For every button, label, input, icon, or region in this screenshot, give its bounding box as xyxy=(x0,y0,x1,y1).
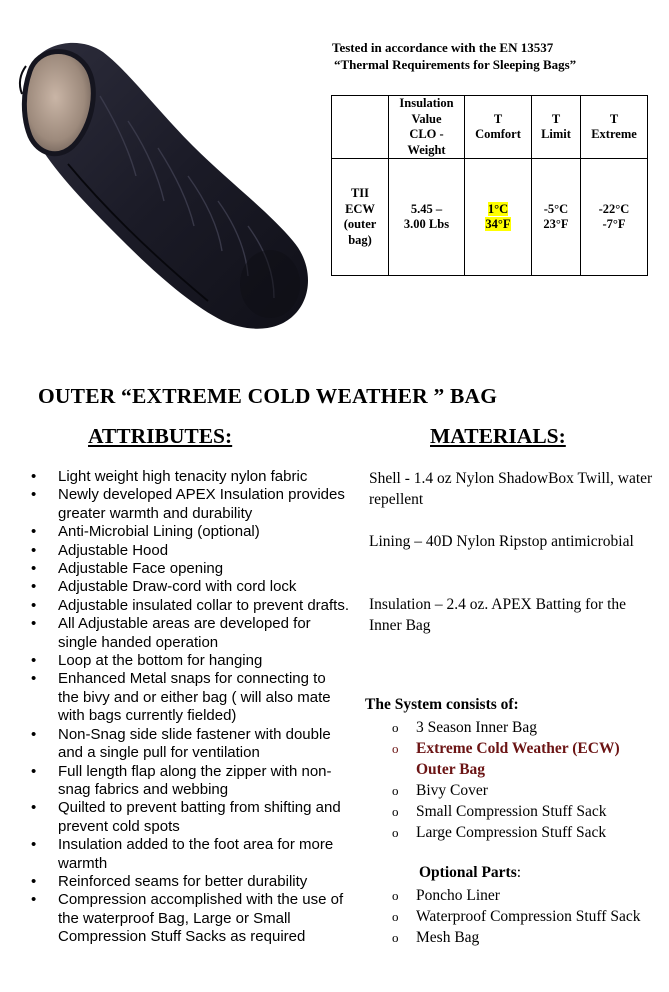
list-item-highlighted: o Extreme Cold Weather (ECW) Outer Bag xyxy=(390,738,660,780)
limit-value-cell: -5°C 23°F xyxy=(532,159,581,276)
list-item: • Loop at the bottom for hanging xyxy=(30,652,350,670)
material-shell: Shell - 1.4 oz Nylon ShadowBox Twill, water repellent xyxy=(369,470,653,508)
material-insulation: Insulation – 2.4 oz. APEX Batting for the Inner Bag xyxy=(369,596,627,634)
test-standard-title: “Thermal Requirements for Sleeping Bags” xyxy=(334,57,577,72)
page-title: OUTER “EXTREME COLD WEATHER ” BAG xyxy=(38,384,498,408)
list-item: o Bivy Cover xyxy=(390,780,660,801)
list-item: o Small Compression Stuff Sack xyxy=(390,801,660,822)
material-lining: Lining – 40D Nylon Ripstop antimicrobial xyxy=(369,533,634,550)
list-item: • Non-Snag side slide fastener with double and a single pull for ventilation xyxy=(30,726,350,763)
attributes-list xyxy=(30,468,350,947)
header-t-extreme: T Extreme xyxy=(581,96,648,159)
materials-heading: MATERIALS: xyxy=(430,424,566,448)
list-item: o 3 Season Inner Bag xyxy=(390,717,660,738)
list-item: • Compression accomplished with the use of the waterproof Bag, Large or Small Compression Stuff Sacks as required xyxy=(30,891,350,946)
list-item: o Poncho Liner xyxy=(390,885,660,906)
attributes-heading: ATTRIBUTES: xyxy=(88,424,233,448)
table-header-row xyxy=(332,96,648,159)
list-item: • Adjustable insulated collar to prevent drafts. xyxy=(30,597,350,615)
list-item: • Adjustable Draw-cord with cord lock xyxy=(30,578,350,596)
temperature-rating-table xyxy=(331,95,648,276)
table-row xyxy=(332,159,648,276)
system-list xyxy=(390,717,660,843)
list-item: • Insulation added to the foot area for more warmth xyxy=(30,836,350,873)
table-corner-cell xyxy=(332,96,389,159)
list-item: o Large Compression Stuff Sack xyxy=(390,822,660,843)
list-item: • All Adjustable areas are developed for single handed operation xyxy=(30,615,350,652)
header-t-comfort: T Comfort xyxy=(465,96,532,159)
list-item: • Enhanced Metal snaps for connecting to the bivy and or either bag ( will also mate with bags currently fielded) xyxy=(30,670,350,725)
optional-parts-list xyxy=(390,885,660,948)
list-item: o Waterproof Compression Stuff Sack xyxy=(390,906,660,927)
test-standard-line: Tested in accordance with the EN 13537 xyxy=(332,40,554,55)
system-heading: The System consists of: xyxy=(365,696,519,713)
list-item: • Adjustable Hood xyxy=(30,542,350,560)
list-item: • Light weight high tenacity nylon fabric xyxy=(30,468,350,486)
header-insulation: Insulation Value CLO - Weight xyxy=(389,96,465,159)
optional-parts-heading: Optional Parts: xyxy=(419,864,522,881)
list-item: o Mesh Bag xyxy=(390,927,660,948)
comfort-value-cell xyxy=(465,159,532,276)
list-item: • Anti-Microbial Lining (optional) xyxy=(30,523,350,541)
sleeping-bag-image xyxy=(8,36,324,332)
list-item: • Adjustable Face opening xyxy=(30,560,350,578)
list-item: • Newly developed APEX Insulation provides greater warmth and durability xyxy=(30,486,350,523)
header-t-limit: T Limit xyxy=(532,96,581,159)
list-item: • Reinforced seams for better durability xyxy=(30,873,350,891)
list-item: • Quilted to prevent batting from shifting and prevent cold spots xyxy=(30,799,350,836)
comfort-celsius: 1°C xyxy=(487,201,509,216)
row-name-cell: TII ECW (outer bag) xyxy=(332,159,389,276)
comfort-fahrenheit: 34°F xyxy=(485,217,511,231)
insulation-value-cell: 5.45 – 3.00 Lbs xyxy=(389,159,465,276)
extreme-value-cell: -22°C -7°F xyxy=(581,159,648,276)
list-item: • Full length flap along the zipper with non-snag fabrics and webbing xyxy=(30,763,350,800)
